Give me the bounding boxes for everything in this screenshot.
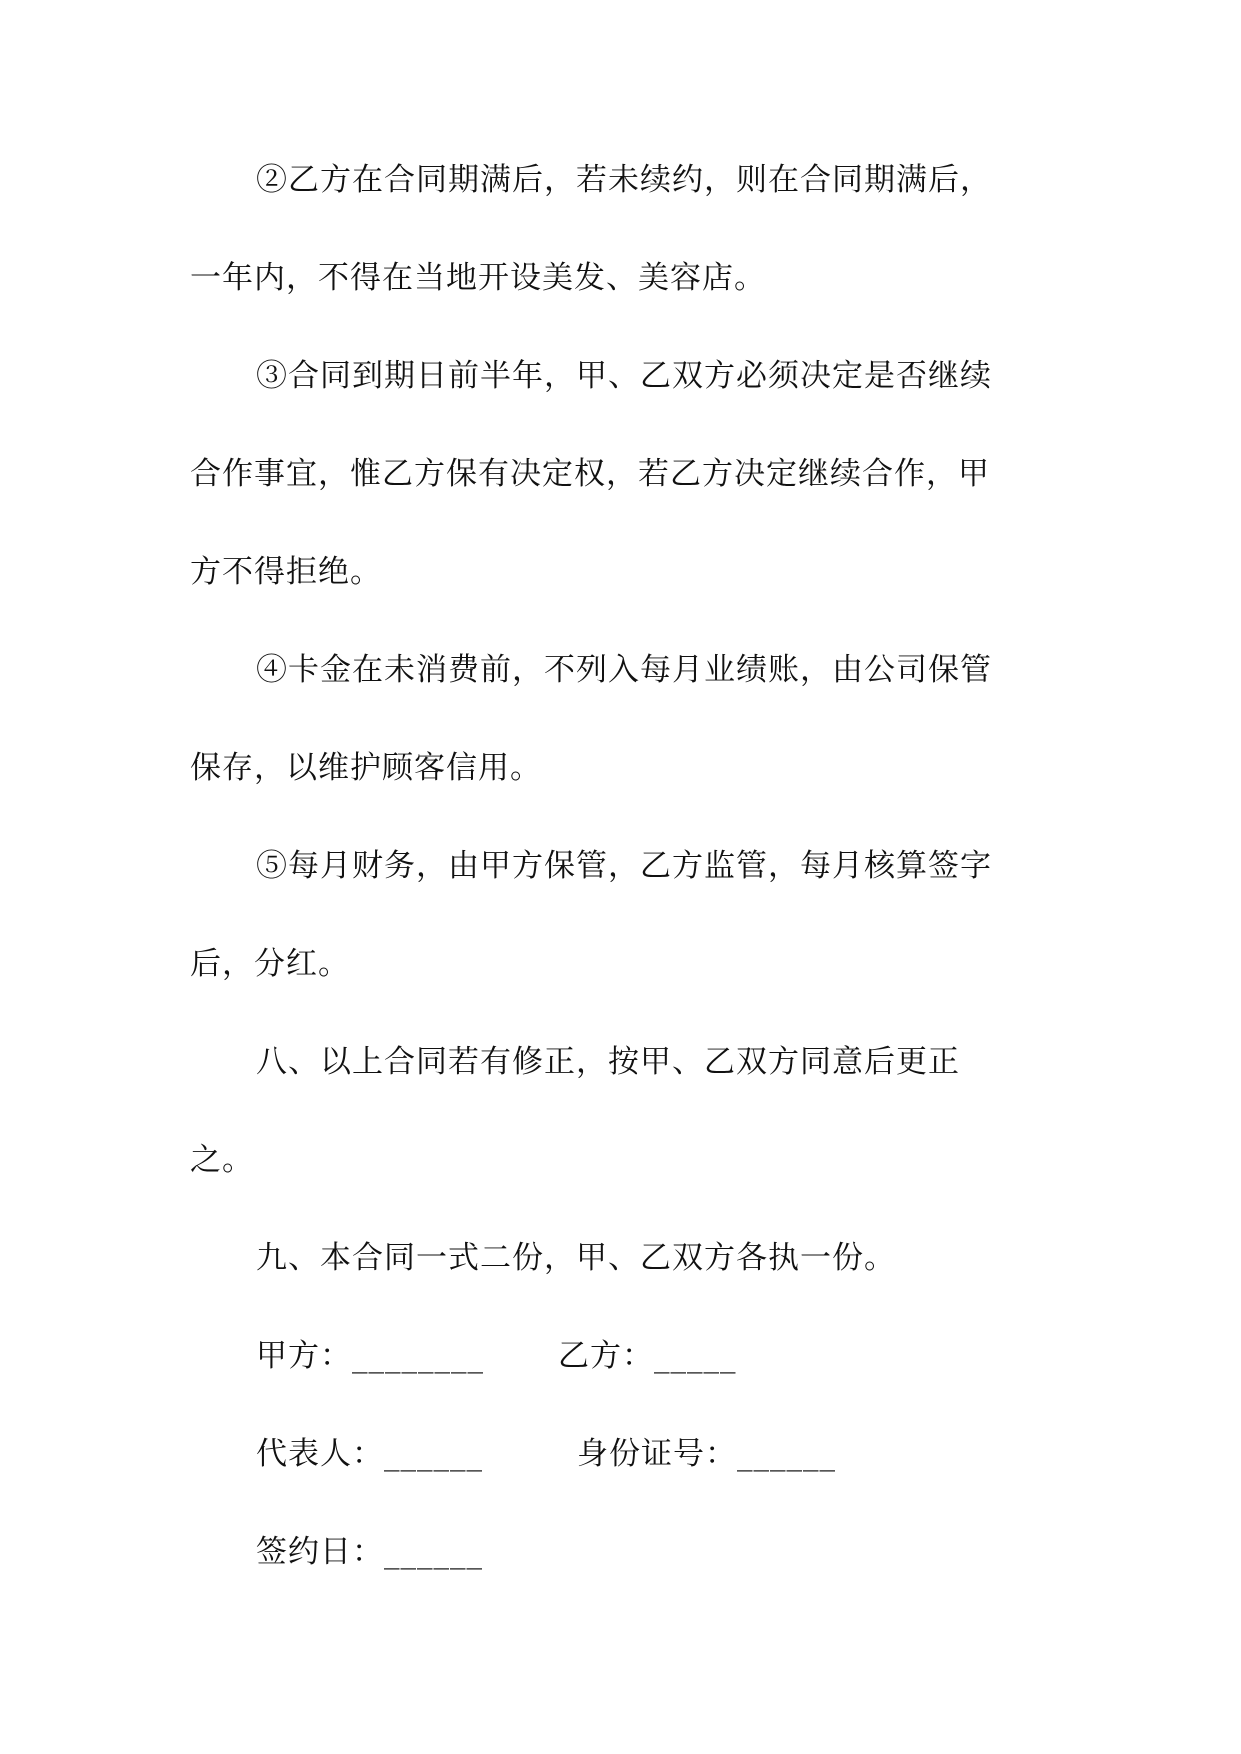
paragraph-2-line-2: 一年内，不得在当地开设美发、美容店。 (190, 260, 766, 296)
paragraph-5-line-1: ⑤每月财务，由甲方保管，乙方监管，每月核算签字 (256, 848, 992, 884)
paragraph-3-line-1: ③合同到期日前半年，甲、乙双方必须决定是否继续 (256, 358, 992, 394)
id-number-field: 身份证号：______ (577, 1436, 836, 1472)
paragraph-4-line-2: 保存，以维护顾客信用。 (190, 750, 542, 786)
paragraph-5-line-2: 后，分红。 (190, 946, 350, 982)
paragraph-9-line-1: 九、本合同一式二份，甲、乙双方各执一份。 (256, 1240, 896, 1276)
paragraph-4-line-1: ④卡金在未消费前，不列入每月业绩账，由公司保管 (256, 652, 992, 688)
paragraph-3-line-2: 合作事宜，惟乙方保有决定权，若乙方决定继续合作，甲 (190, 456, 990, 492)
party-a-field: 甲方：________ (256, 1338, 484, 1374)
sign-date-field: 签约日：______ (256, 1534, 483, 1570)
paragraph-3-line-3: 方不得拒绝。 (190, 554, 382, 590)
paragraph-8-line-2: 之。 (190, 1142, 254, 1178)
representative-field: 代表人：______ (256, 1436, 483, 1472)
paragraph-2-line-1: ②乙方在合同期满后，若未续约，则在合同期满后， (256, 162, 992, 198)
party-b-field: 乙方：_____ (558, 1338, 737, 1374)
paragraph-8-line-1: 八、以上合同若有修正，按甲、乙双方同意后更正 (256, 1044, 960, 1080)
